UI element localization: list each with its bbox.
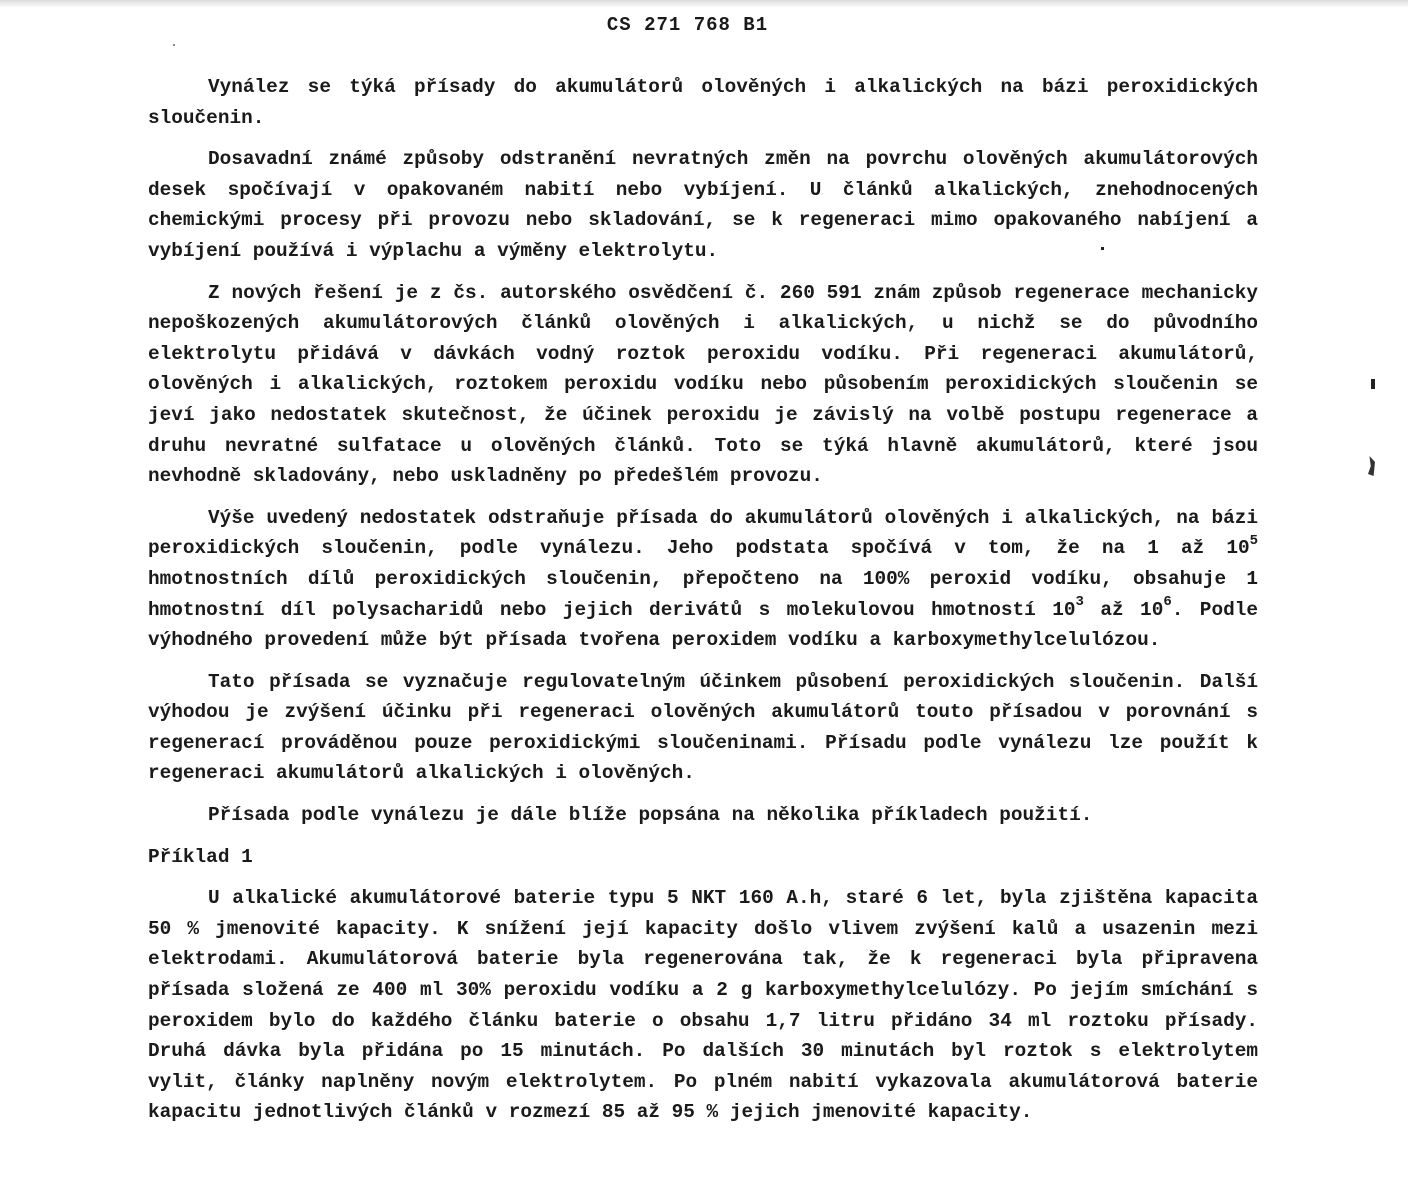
paragraph-advantages: Tato přísada se vyznačuje regulovatelným účinkem působení peroxidických sloučenin. Další výhodou je zvýšení účinku při regeneraci olověných akumulátorů touto přísadou v porovnání s regenerací prováděnou pouze peroxidickými sloučeninami. Přísadu podle vynálezu lze použít k regeneraci akumulátorů alkalických i olověných. <box>148 670 1258 785</box>
scan-speck <box>1101 247 1104 250</box>
paragraph-essence-part-a: Výše uvedený nedostatek odstraňuje přísada do akumulátorů olověných i alkalických, na bázi peroxidických sloučenin, podle vynálezu. Jeho podstata spočívá v tom, že na 1 až 10 <box>148 506 1258 560</box>
exponent-6: 6 <box>1163 594 1172 611</box>
document-body <box>148 72 1258 1139</box>
patent-number-header: CS 271 768 B1 <box>606 14 769 36</box>
scan-speck <box>1371 379 1375 389</box>
page-top-edge <box>0 0 1408 8</box>
paragraph-new-solutions: Z nových řešení je z čs. autorského osvědčení č. 260 591 znám způsob regenerace mechanicky nepoškozených akumulátorových článků olověných i alkalických, u nichž se do původního elektrolytu přidává v dávkách vodný roztok peroxidu vodíku. Při regeneraci akumulátorů, olověných i alkalických, roztokem peroxidu vodíku nebo působením peroxidických sloučenin se jeví jako nedostatek skutečnost, že účinek peroxidu je závislý na volbě postupu regenerace a druhu nevratné sulfatace u olověných článků. Toto se týká hlavně akumulátorů, které jsou nevhodně skladovány, nebo uskladněny po předešlém provozu. <box>148 281 1258 488</box>
paragraph-prior-methods: Dosavadní známé způsoby odstranění nevratných změn na povrchu olověných akumulátorových desek spočívají v opakovaném nabití nebo vybíjení. U článků alkalických, znehodnocených chemickými procesy při provozu nebo skladování, se k regeneraci mimo opakovaného nabíjení a vybíjení používá i výplachu a výměny elektrolytu. <box>148 148 1258 262</box>
example-1-heading: Příklad 1 <box>148 845 253 868</box>
paragraph-invention-essence <box>148 503 1258 656</box>
paragraph-invention-subject: Vynález se týká přísady do akumulátorů olověných i alkalických na bázi peroxidických sloučenin. <box>148 76 1258 129</box>
paragraph-essence-part-d: . Podle výhodného provedení může být přísada tvořena peroxidem vodíku a karboxymethylcelulózou. <box>148 598 1258 652</box>
example-1-text: U alkalické akumulátorové baterie typu 5 NKT 160 A.h, staré 6 let, byla zjištěna kapacita 50 % jmenovité kapacity. K snížení její kapacity došlo vlivem zvýšení kalů a usazenin mezi elektrodami. Akumulátorová baterie byla regenerována tak, že k regeneraci byla připravena přísada složená ze 400 ml 30% peroxidu vodíku a 2 g karboxymethylcelulózy. Po jejím smíchání s peroxidem bylo do každého článku baterie o obsahu 1,7 litru přidáno 34 ml roztoku přísady. Druhá dávka byla přidána po 15 minutách. Po dalších 30 minutách byl roztok s elektrolytem vylit, články naplněny novým elektrolytem. Po plném nabití vykazovala akumulátorová baterie kapacitu jednotlivých článků v rozmezí 85 až 95 % jejich jmenovité kapacity. <box>148 887 1258 1124</box>
scan-speck <box>173 44 175 46</box>
exponent-3: 3 <box>1075 594 1084 611</box>
exponent-5: 5 <box>1249 532 1258 549</box>
scan-speck <box>1368 456 1375 476</box>
paragraph-essence-part-c: až 10 <box>1083 598 1164 621</box>
paragraph-examples-intro: Přísada podle vynálezu je dále blíže popsána na několika příkladech použití. <box>208 804 1093 827</box>
paragraph-essence-part-b: hmotnostních dílů peroxidických sloučenin, přepočteno na 100% peroxid vodíku, obsahuje 1 hmotnostní díl polysacharidů nebo jejich derivátů s molekulovou hmotností 10 <box>148 567 1258 621</box>
